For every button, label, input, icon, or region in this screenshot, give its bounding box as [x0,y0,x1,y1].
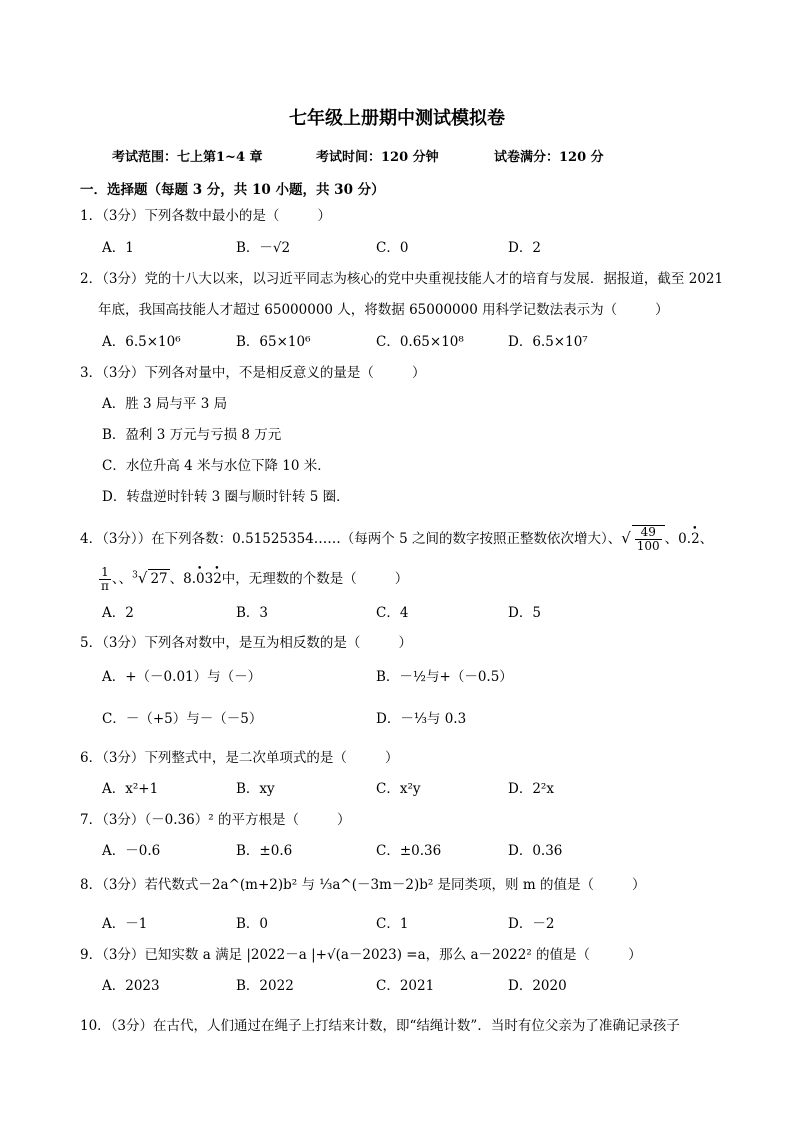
q9-option-b: B．2022 [236,978,294,994]
q8-option-b: B．0 [236,916,269,932]
q6-option-a: A．x²+1 [102,781,159,797]
q5-option-d: D．－⅓与 0.3 [376,711,467,727]
q4-option-d: D．5 [508,605,541,621]
question-6: 6．（3分）下列整式中，是二次单项式的是（ ） [80,750,399,766]
q3-option-a: A．胜 3 局与平 3 局 [102,396,228,412]
q2-option-c: C．0.65×10⁸ [376,334,464,350]
q3-option-c: C．水位升高 4 米与水位下降 10 米． [102,458,331,474]
q2-option-a: A．6.5×10⁶ [102,334,181,350]
question-1: 1．（3分）下列各数中最小的是（ ） [80,208,331,224]
q2-option-d: D．6.5×10⁷ [508,334,588,350]
q6-option-d: D．2²x [508,781,554,797]
question-4: 4．（3分））在下列各数：0.51525354……（每两个 5 之间的数字按照正整数依次增大）、√ $\frac{49}{100}$ 、0.• 2、 [80,525,713,553]
q1-option-d: D．2 [508,240,541,256]
question-5: 5．（3分）下列各对数中，是互为相反数的是（ ） [80,635,412,651]
q8-option-a: A．－1 [102,916,148,932]
q6-option-b: B．xy [236,781,275,797]
q1-option-a: A．1 [102,240,134,256]
q1-option-c: C．0 [376,240,409,256]
question-10: 10．（3分）在古代，人们通过在绳子上打结来计数，即“结绳计数”．当时有位父亲为了准确记录孩子 [80,1018,680,1034]
q8-option-d: D．－2 [508,916,555,932]
exam-score: 试卷满分：120 分 [494,150,604,165]
q9-option-c: C．2021 [376,978,435,994]
question-7: 7．（3分）（－0.36）² 的平方根是（ ） [80,812,351,828]
question-8: 8．（3分）若代数式－2a^(m+2)b² 与 ⅓a^(－3m－2)b² 是同类项，则 m 的值是（ ） [80,877,646,893]
q5-option-c: C．－（+5）与－（－5） [102,711,263,727]
q3-option-d: D．转盘逆时针转 3 圈与顺时针转 5 圈． [102,489,350,505]
page-title: 七年级上册期中测试模拟卷 [289,108,505,129]
exam-scope: 考试范围：七上第1~4 章 [112,150,263,165]
q5-option-a: A．+（－0.01）与（－） [102,669,262,685]
q7-option-a: A．－0.6 [102,843,161,859]
q4-option-a: A．2 [102,605,134,621]
question-2-cont: 年底，我国高技能人才超过 65000000 人，将数据 65000000 用科学记数法表示为（ ） [98,302,669,318]
q7-option-c: C．±0.36 [376,843,442,859]
q4-option-c: C．4 [376,605,409,621]
q5-option-b: B．－½与+（－0.5） [376,669,513,685]
section-heading: 一．选择题（每题 3 分，共 10 小题，共 30 分） [80,182,385,198]
q1-option-b: B．－√2 [236,240,291,256]
question-4-cont: $\frac{1}{\pi}$ 、、$^3$√ 27 、8.• 03• 2中，无理数的个数是（ ） [98,566,408,593]
question-3: 3．（3分）下列各对量中，不是相反意义的量是（ ） [80,365,426,381]
q2-option-b: B．65×10⁶ [236,334,311,350]
q4-option-b: B．3 [236,605,269,621]
q3-option-b: B．盈利 3 万元与亏损 8 万元 [102,427,282,443]
q8-option-c: C．1 [376,916,409,932]
q9-option-d: D．2020 [508,978,567,994]
question-2: 2．（3分）党的十八大以来，以习近平同志为核心的党中央重视技能人才的培育与发展．据报道，截至 2021 [80,271,724,287]
exam-time: 考试时间：120 分钟 [316,150,439,165]
q7-option-d: D．0.36 [508,843,563,859]
question-9: 9．（3分）已知实数 a 满足 |2022－a |+√(a－2023) =a，那么 a－2022² 的值是（ ） [80,947,642,963]
q9-option-a: A．2023 [102,978,160,994]
q7-option-b: B．±0.6 [236,843,293,859]
q6-option-c: C．x²y [376,781,421,797]
